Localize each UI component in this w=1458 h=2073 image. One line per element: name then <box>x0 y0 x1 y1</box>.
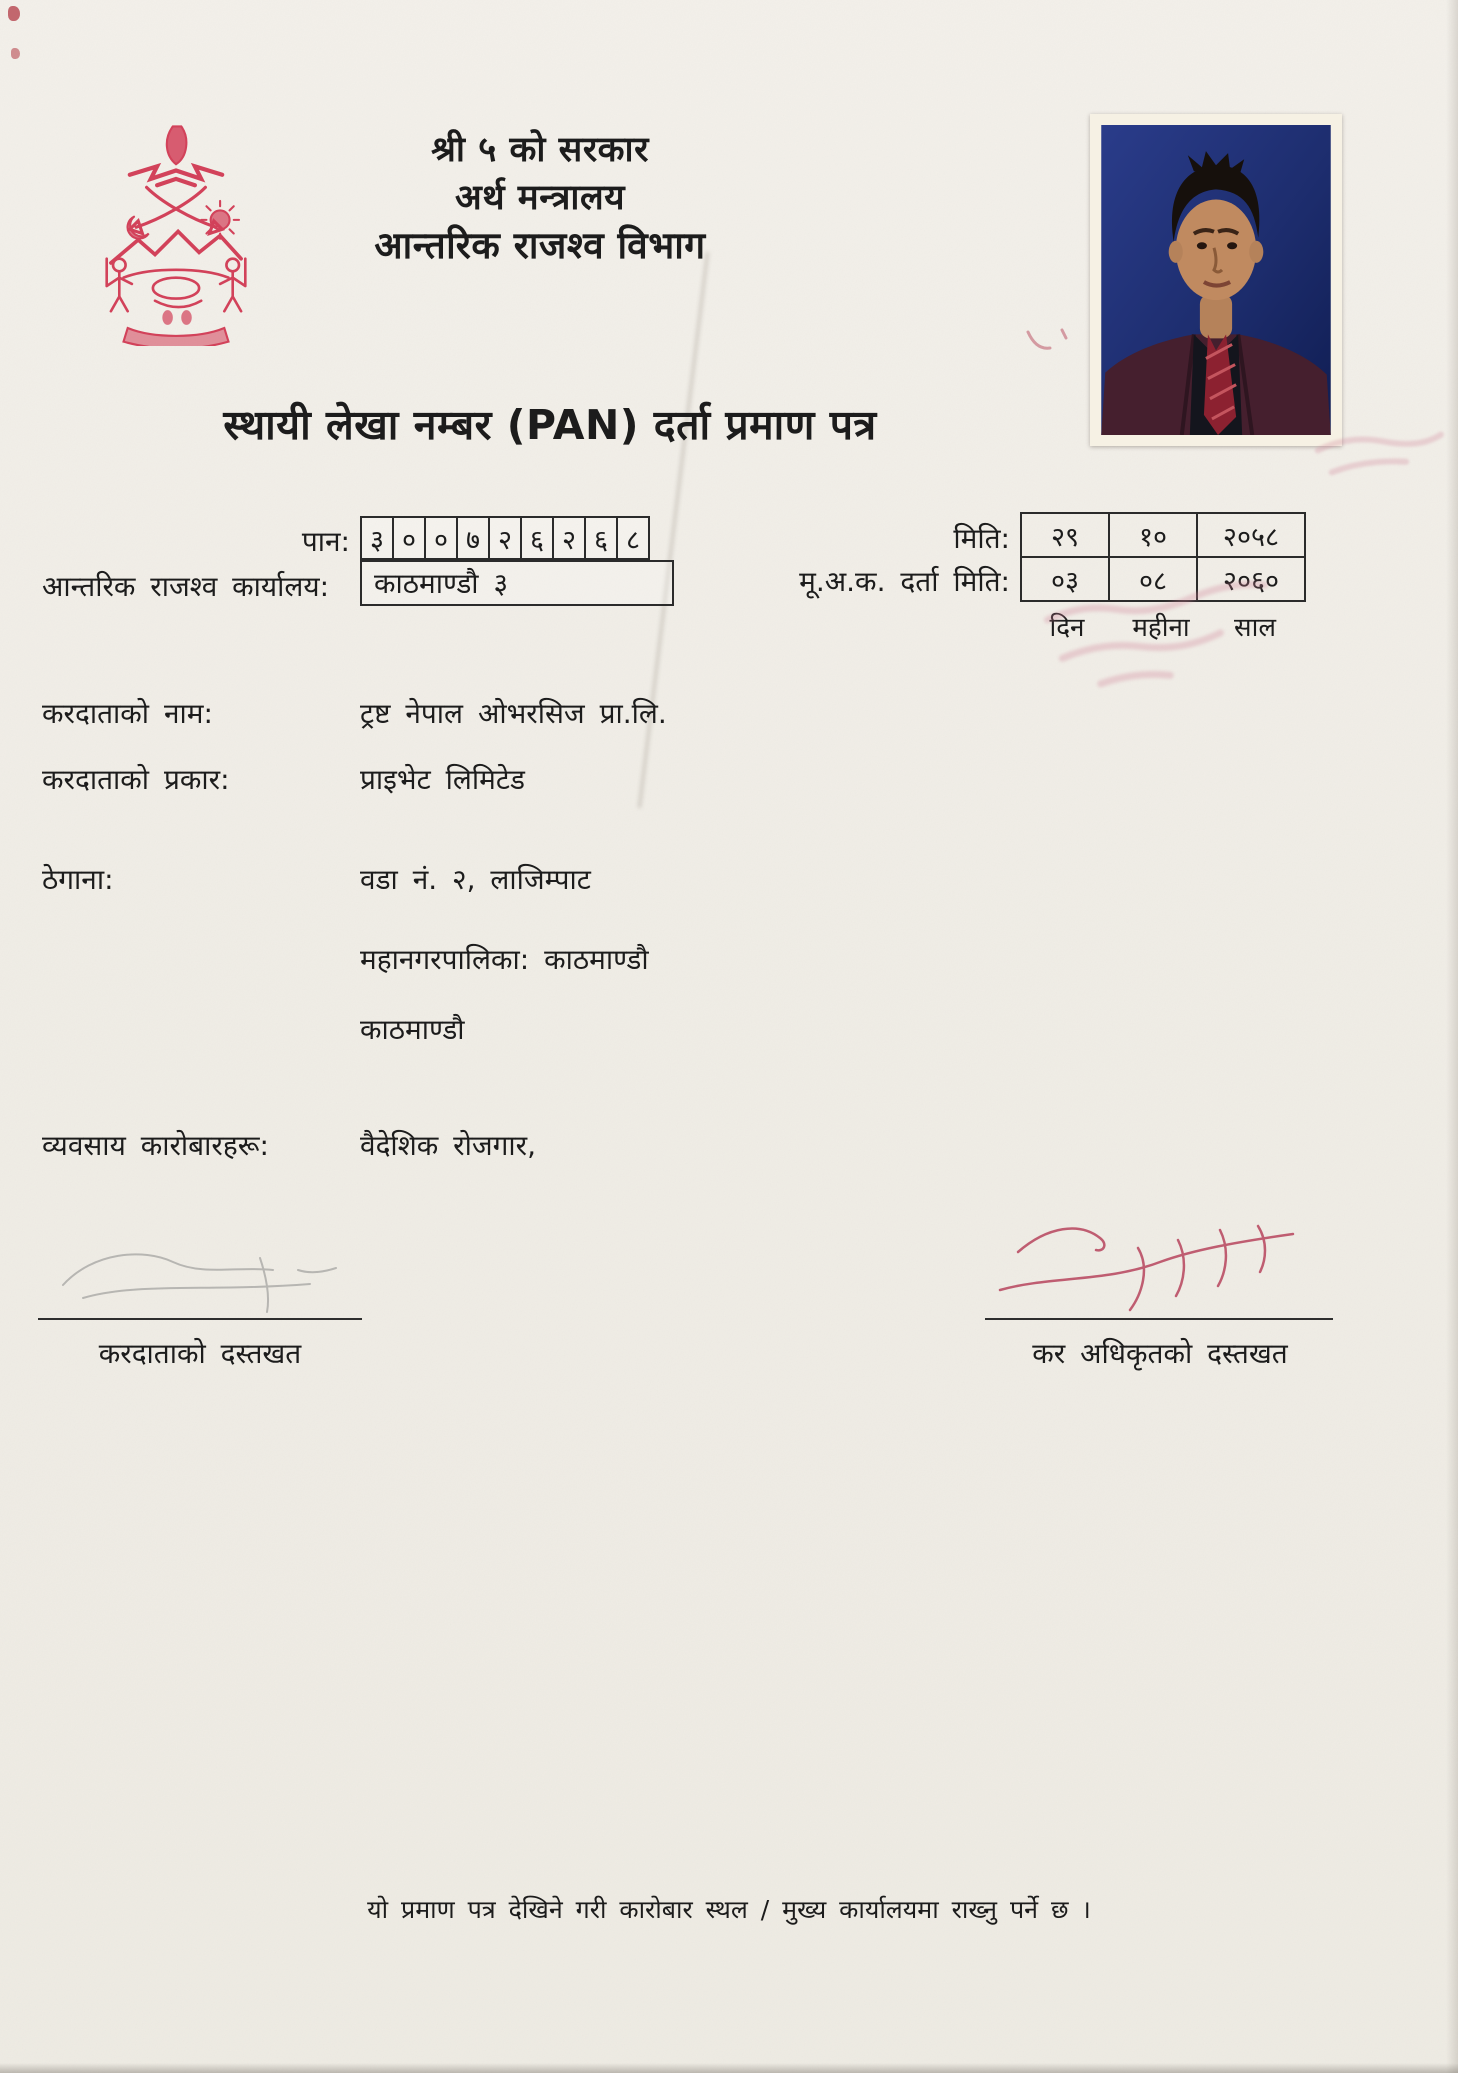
tax-office-label: आन्तरिक राजश्व कार्यालय: <box>42 570 330 603</box>
tax-office-value-box: काठमाण्डौ ३ <box>360 560 674 606</box>
document-title: स्थायी लेखा नम्बर (PAN) दर्ता प्रमाण पत्र <box>223 401 877 449</box>
pan-digit: ३ <box>360 516 394 560</box>
vat-year: २०६० <box>1197 557 1305 601</box>
address-district-value: काठमाण्डौ <box>360 1013 465 1046</box>
taxpayer-signature-label: करदाताको दस्तखत <box>98 1337 302 1370</box>
footer-display-instruction: यो प्रमाण पत्र देखिने गरी कारोबार स्थल / मुख्य कार्यालयमा राख्नु पर्ने छ । <box>367 1895 1091 1924</box>
address-metropolitan-value: महानगरपालिका: काठमाण्डौ <box>360 943 649 976</box>
header-line-department: आन्तरिक राजश्व विभाग <box>374 224 706 267</box>
vat-date-row <box>1021 557 1305 601</box>
issue-month: १० <box>1109 513 1197 557</box>
date-column-labels <box>1020 608 1302 644</box>
pan-digit: ६ <box>520 516 554 560</box>
issue-date-row <box>1021 513 1305 557</box>
scan-edge-shadow-right <box>1446 0 1458 2073</box>
taxpayer-type-value: प्राइभेट लिमिटेड <box>360 763 525 796</box>
red-pencil-mark <box>1020 320 1080 360</box>
date-table <box>1020 512 1306 602</box>
officer-signature-label: कर अधिकृतको दस्तखत <box>1032 1337 1288 1370</box>
business-activities-label: व्यवसाय कारोबारहरू: <box>42 1129 269 1162</box>
pan-digit: ८ <box>616 516 650 560</box>
issue-year: २०५८ <box>1197 513 1305 557</box>
ink-speck <box>11 48 20 59</box>
issue-day: २९ <box>1021 513 1109 557</box>
address-ward-value: वडा नं. २, लाजिम्पाट <box>360 863 591 896</box>
business-activities-value: वैदेशिक रोजगार, <box>360 1129 536 1162</box>
pan-digit: २ <box>552 516 586 560</box>
nepal-royal-coat-of-arms <box>92 120 260 346</box>
taxpayer-signature-scribble <box>48 1240 358 1320</box>
vat-day: ०३ <box>1021 557 1109 601</box>
taxpayer-name-label: करदाताको नाम: <box>42 697 213 730</box>
pan-digit: ० <box>392 516 426 560</box>
pan-number-boxes <box>360 516 650 560</box>
ink-speck <box>8 6 20 21</box>
government-header <box>250 126 830 270</box>
taxpayer-signature-line <box>38 1318 362 1320</box>
officer-signature-scribble <box>988 1212 1318 1317</box>
scan-edge-shadow-bottom <box>0 2063 1458 2073</box>
vat-registration-date-label: मू.अ.क. दर्ता मिति: <box>799 565 1010 598</box>
taxpayer-type-label: करदाताको प्रकार: <box>42 763 230 796</box>
month-column-label: महीना <box>1132 613 1190 643</box>
vat-month: ०८ <box>1109 557 1197 601</box>
pan-label: पान: <box>301 525 350 558</box>
year-column-label: साल <box>1234 613 1276 643</box>
address-label: ठेगाना: <box>42 863 114 896</box>
day-column-label: दिन <box>1049 613 1085 643</box>
header-line-government: श्री ५ को सरकार <box>431 130 649 170</box>
header-line-ministry: अर्थ मन्त्रालय <box>454 178 625 218</box>
taxpayer-name-value: ट्रष्ट नेपाल ओभरसिज प्रा.लि. <box>360 697 667 730</box>
taxpayer-photo <box>1090 114 1342 446</box>
issue-date-label: मिति: <box>953 522 1010 555</box>
pan-digit: ६ <box>584 516 618 560</box>
pan-digit: ७ <box>456 516 490 560</box>
officer-signature-line <box>985 1318 1333 1320</box>
pan-digit: २ <box>488 516 522 560</box>
pan-digit: ० <box>424 516 458 560</box>
